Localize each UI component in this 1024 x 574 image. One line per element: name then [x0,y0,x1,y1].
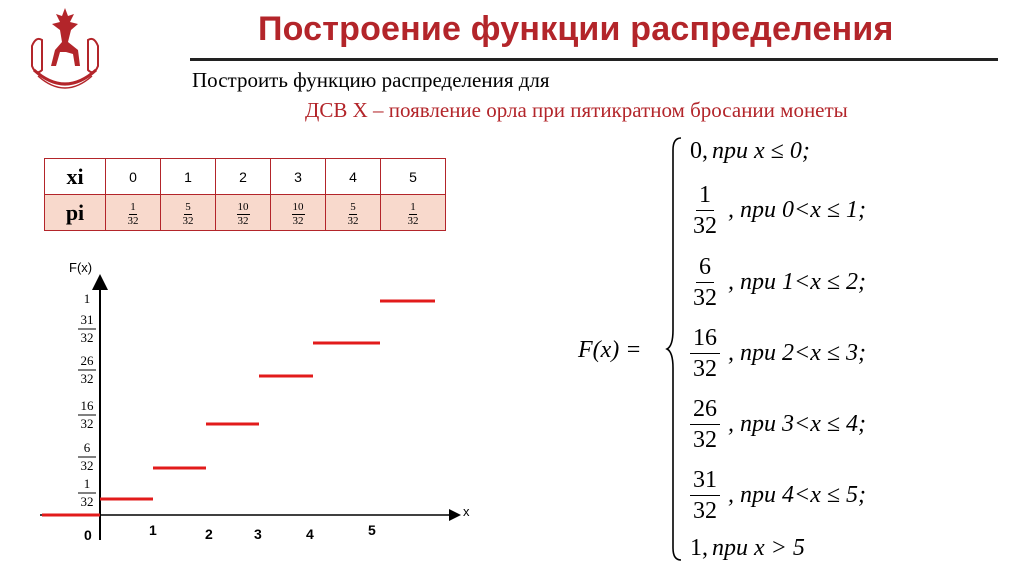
case-fraction [690,252,720,313]
case-condition: при x ≤ 0; [712,138,810,164]
case-condition: , при 2<x ≤ 3; [728,340,867,366]
pi-denominator: 32 [292,215,304,227]
case-fraction [690,465,720,526]
case-condition: , при 1<x ≤ 2; [728,269,867,295]
formula-case [690,252,866,313]
case-fraction [690,394,720,455]
formula-case [690,323,866,384]
task-text: Построить функцию распределения для [192,68,550,92]
formula-case [690,180,866,241]
y-tick-denominator: 32 [80,416,94,431]
pi-denominator: 32 [127,215,139,227]
pi-numerator: 5 [185,201,191,213]
case-condition: , при 3<x ≤ 4; [728,411,867,437]
formula-case [690,138,810,165]
case-fraction [690,180,720,241]
case-value: 1, [690,535,708,561]
x-tick-label: 4 [306,526,314,542]
case-numerator: 26 [690,394,720,425]
case-numerator: 16 [690,323,720,354]
xi-cell: 5 [381,159,446,195]
case-denominator: 32 [693,498,717,524]
pi-header: pi [45,195,106,231]
y-tick-numerator: 31 [80,312,94,327]
origin-label: 0 [84,527,92,543]
x-axis-label: x [463,504,470,519]
y-tick-label [78,476,96,509]
case-condition: , при 0<x ≤ 1; [728,197,867,223]
formula-case [690,465,866,526]
y-tick-numerator: 6 [83,440,91,455]
pi-numerator: 1 [130,201,136,213]
case-condition: , при 4<x ≤ 5; [728,482,867,508]
xi-cell: 2 [216,159,271,195]
function-name: F(x) = [578,337,642,363]
pi-denominator: 32 [237,215,249,227]
xi-cell: 3 [271,159,326,195]
case-condition: при x > 5 [712,535,805,561]
x-tick-label: 5 [368,522,376,538]
y-tick-denominator: 32 [80,458,94,473]
y-tick-numerator: 26 [80,353,94,368]
xi-cell: 1 [161,159,216,195]
case-value: 0, [690,138,708,164]
xi-cell: 0 [106,159,161,195]
x-tick-label: 2 [205,526,213,542]
y-tick-denominator: 32 [80,494,94,509]
pi-denominator: 32 [407,215,419,227]
pi-numerator: 10 [237,201,249,213]
xi-header: xi [45,159,106,195]
formula-case [690,535,805,562]
x-tick-label: 1 [149,522,157,538]
y-tick-numerator: 1 [83,291,91,306]
x-tick-label: 3 [254,526,262,542]
pi-numerator: 10 [292,201,304,213]
case-numerator: 1 [696,180,714,211]
case-denominator: 32 [693,356,717,382]
y-tick-label [78,398,96,431]
y-tick-label [78,312,96,345]
left-brace [665,134,685,564]
pi-numerator: 1 [410,201,416,213]
pi-denominator: 32 [182,215,194,227]
case-denominator: 32 [693,427,717,453]
case-denominator: 32 [693,213,717,239]
case-numerator: 6 [696,252,714,283]
formula-case [690,394,866,455]
xi-cell: 4 [326,159,381,195]
y-tick-denominator: 32 [80,371,94,386]
task-subject: ДСВ Х – появление орла при пятикратном бросании монеты [305,98,848,122]
y-tick-denominator: 32 [80,330,94,345]
pi-numerator: 5 [350,201,356,213]
y-tick-label [78,440,96,473]
case-numerator: 31 [690,465,720,496]
pi-denominator: 32 [347,215,359,227]
y-tick-label [84,291,91,306]
case-fraction [690,323,720,384]
y-tick-numerator: 16 [80,398,94,413]
page-title: Построение функции распределения [258,10,894,48]
y-tick-numerator: 1 [83,476,91,491]
y-axis-label: F(x) [69,260,93,275]
y-tick-label [78,353,96,386]
case-denominator: 32 [693,285,717,311]
